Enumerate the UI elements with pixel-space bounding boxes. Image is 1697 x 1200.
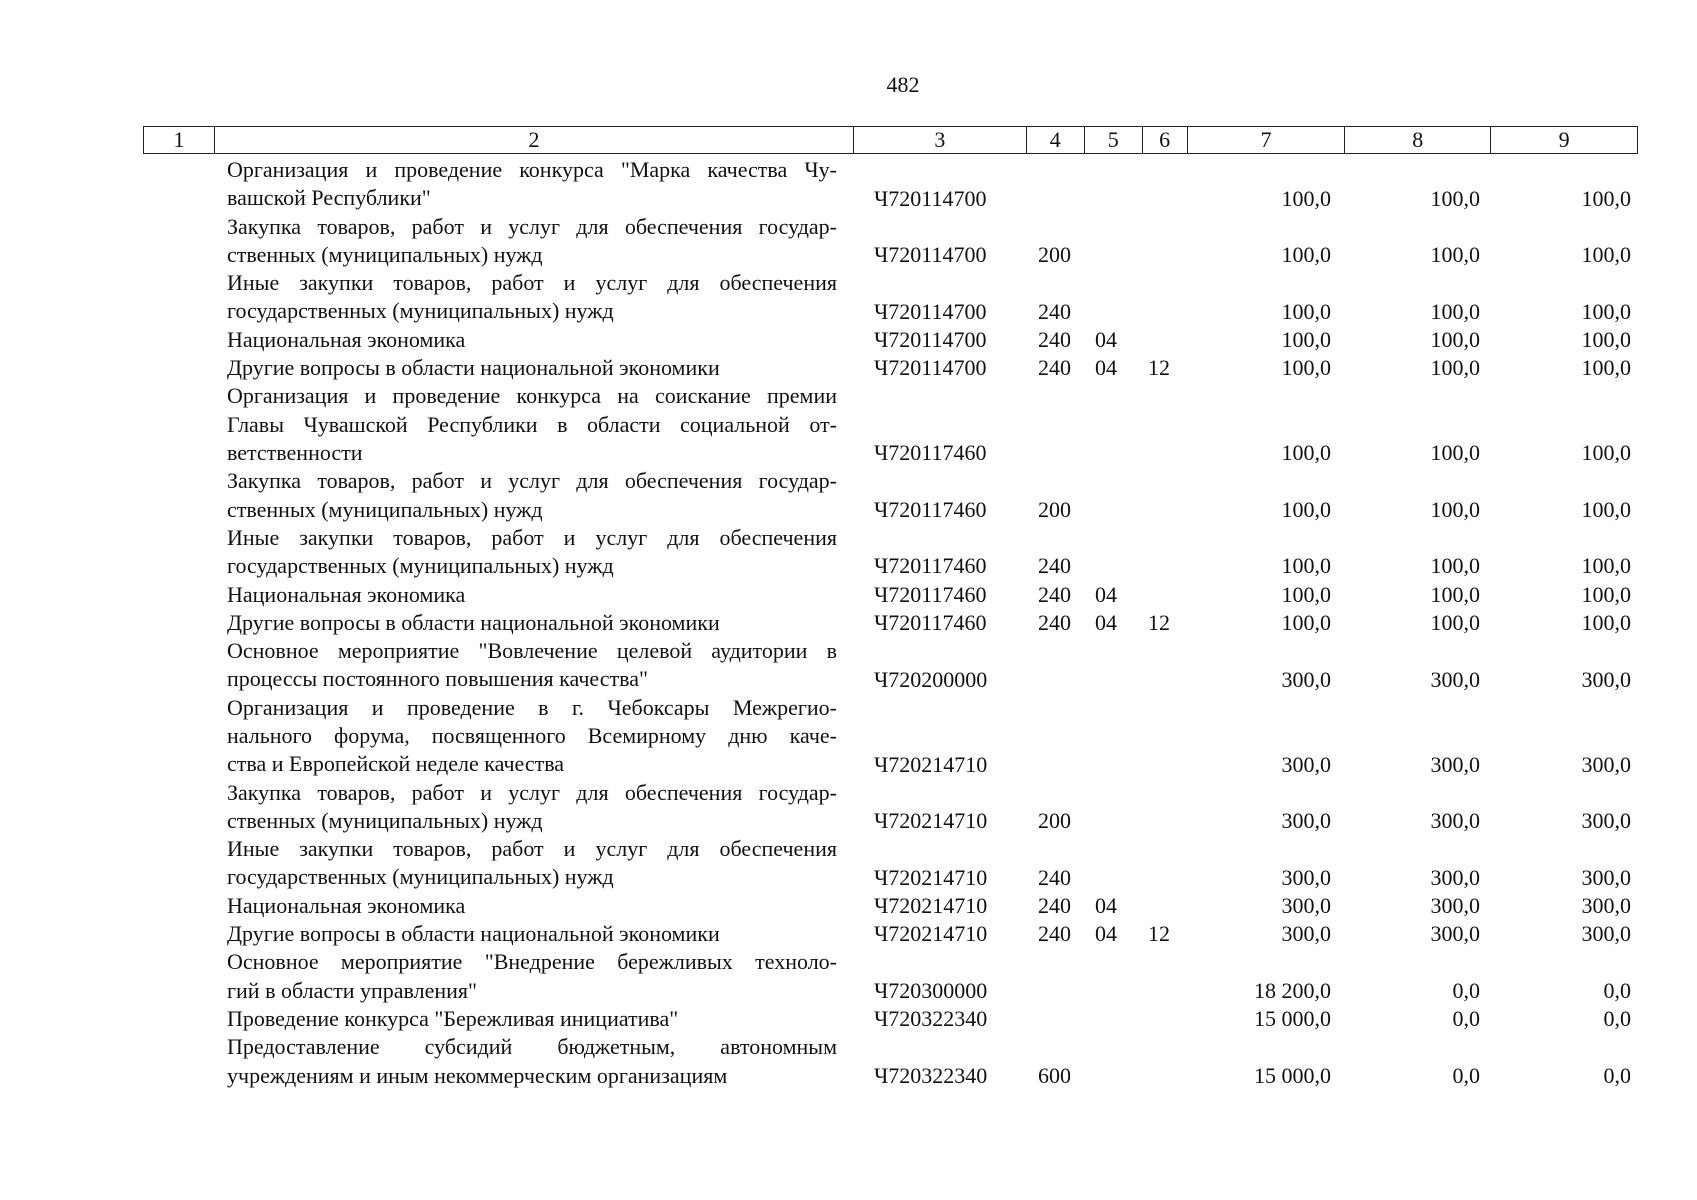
row-description: [227, 920, 837, 948]
table-row: [0, 213, 1697, 270]
description-line: Организация и проведение в г. Чебоксары Межрегио-: [227, 694, 837, 720]
row-code: Ч720214710: [874, 808, 988, 834]
row-col-7: 100,0: [1281, 298, 1331, 324]
description-line: Основное мероприятие "Внедрение бережливых техноло-: [227, 949, 837, 975]
row-col-4: 240: [1038, 355, 1071, 381]
table-row: [0, 581, 1697, 609]
row-col-8: 100,0: [1430, 581, 1480, 607]
description-line: Национальная экономика: [227, 581, 466, 607]
row-code: Ч720114700: [874, 298, 987, 324]
row-col-9: 100,0: [1581, 327, 1631, 353]
row-description: [227, 524, 837, 581]
header-cell-9: 9: [1558, 127, 1570, 152]
header-cell-1: 1: [144, 127, 215, 153]
row-col-8: 300,0: [1430, 864, 1480, 890]
row-code: Ч720117460: [874, 610, 987, 636]
row-col-9: 0,0: [1603, 1006, 1631, 1032]
row-col-9: 300,0: [1581, 666, 1631, 692]
header-cell-3: 3: [854, 127, 1027, 153]
row-col-7: 100,0: [1281, 496, 1331, 522]
row-col-9: 100,0: [1581, 553, 1631, 579]
row-col-7: 100,0: [1281, 553, 1331, 579]
row-col-7: 300,0: [1281, 666, 1331, 692]
header-cell-5: 5: [1085, 127, 1143, 153]
row-col-4: 240: [1038, 921, 1071, 947]
row-col-4: 600: [1038, 1062, 1071, 1088]
row-description: [227, 609, 837, 637]
table-row: [0, 1005, 1697, 1033]
row-code: Ч720114700: [874, 185, 987, 211]
row-col-7: 100,0: [1281, 355, 1331, 381]
table-row: [0, 779, 1697, 836]
description-line: Главы Чувашской Республики в области социальной от-: [227, 411, 837, 437]
row-col-9: 300,0: [1581, 751, 1631, 777]
description-line: государственных (муниципальных) нужд: [227, 864, 614, 890]
row-col-5: 04: [1095, 610, 1117, 636]
row-col-7: 100,0: [1281, 440, 1331, 466]
description-line: Основное мероприятие "Вовлечение целевой аудитории в: [227, 638, 837, 664]
row-col-8: 300,0: [1430, 921, 1480, 947]
row-col-7: 300,0: [1281, 751, 1331, 777]
row-code: Ч720214710: [874, 864, 988, 890]
row-col-9: 100,0: [1581, 581, 1631, 607]
row-code: Ч720214710: [874, 921, 988, 947]
table-row: [0, 269, 1697, 326]
row-col-8: 300,0: [1430, 808, 1480, 834]
row-col-7: 100,0: [1281, 327, 1331, 353]
row-col-7: 300,0: [1281, 808, 1331, 834]
table-row: [0, 156, 1697, 213]
row-description: [227, 1033, 837, 1090]
description-line: Другие вопросы в области национальной экономики: [227, 355, 720, 381]
row-code: Ч720117460: [874, 496, 987, 522]
description-line: ственных (муниципальных) нужд: [227, 496, 543, 522]
row-col-5: 04: [1095, 355, 1117, 381]
row-description: [227, 213, 837, 270]
row-col-5: 04: [1095, 921, 1117, 947]
row-description: [227, 326, 837, 354]
description-line: Иные закупки товаров, работ и услуг для обеспечения: [227, 524, 837, 550]
description-line: гий в области управления": [227, 977, 478, 1003]
description-line: вашской Республики": [227, 185, 431, 211]
header-cell-6: 6: [1143, 127, 1188, 153]
row-col-4: 200: [1038, 808, 1071, 834]
row-col-9: 100,0: [1581, 610, 1631, 636]
description-line: Организация и проведение конкурса на соискание премии: [227, 383, 837, 409]
description-line: Другие вопросы в области национальной экономики: [227, 609, 720, 635]
row-code: Ч720117460: [874, 581, 987, 607]
row-col-9: 300,0: [1581, 893, 1631, 919]
row-col-6: 12: [1148, 610, 1170, 636]
row-col-4: 240: [1038, 553, 1071, 579]
description-line: Организация и проведение конкурса "Марка качества Чу-: [227, 157, 837, 182]
row-col-7: 300,0: [1281, 921, 1331, 947]
row-col-8: 300,0: [1430, 893, 1480, 919]
row-col-6: 12: [1148, 921, 1170, 947]
row-code: Ч720200000: [874, 666, 988, 692]
row-col-9: 300,0: [1581, 921, 1631, 947]
row-description: [227, 694, 837, 779]
row-col-7: 100,0: [1281, 581, 1331, 607]
table-row: [0, 382, 1697, 467]
row-code: Ч720114700: [874, 242, 987, 268]
row-description: [227, 467, 837, 524]
table-row: [0, 467, 1697, 524]
description-line: государственных (муниципальных) нужд: [227, 553, 614, 579]
row-code: Ч720214710: [874, 751, 988, 777]
description-line: процессы постоянного повышения качества": [227, 666, 648, 692]
description-line: ства и Европейской неделе качества: [227, 751, 565, 777]
row-code: Ч720300000: [874, 977, 988, 1003]
row-col-9: 0,0: [1603, 977, 1631, 1003]
row-description: [227, 779, 837, 836]
row-col-9: 100,0: [1581, 242, 1631, 268]
table-row: [0, 524, 1697, 581]
row-col-7: 300,0: [1281, 864, 1331, 890]
row-col-4: 240: [1038, 327, 1071, 353]
row-col-4: 240: [1038, 864, 1071, 890]
description-line: нального форума, посвященного Всемирному дню каче-: [227, 722, 837, 748]
row-code: Ч720114700: [874, 327, 987, 353]
row-col-4: 200: [1038, 242, 1071, 268]
row-code: Ч720322340: [874, 1062, 988, 1088]
row-col-8: 100,0: [1430, 242, 1480, 268]
row-description: [227, 354, 837, 382]
row-col-5: 04: [1095, 581, 1117, 607]
row-col-7: 18 200,0: [1254, 977, 1331, 1003]
header-cell-7: 7: [1188, 127, 1346, 153]
description-line: Национальная экономика: [227, 326, 466, 352]
row-col-8: 0,0: [1452, 977, 1480, 1003]
row-col-9: 100,0: [1581, 496, 1631, 522]
table-row: [0, 892, 1697, 920]
row-col-9: 300,0: [1581, 808, 1631, 834]
row-col-7: 100,0: [1281, 242, 1331, 268]
page-number: 482: [886, 72, 920, 97]
row-col-7: 300,0: [1281, 893, 1331, 919]
row-col-8: 100,0: [1430, 553, 1480, 579]
table-row: [0, 694, 1697, 779]
table-row: [0, 948, 1697, 1005]
row-col-9: 100,0: [1581, 298, 1631, 324]
row-code: Ч720114700: [874, 355, 987, 381]
description-line: Закупка товаров, работ и услуг для обеспечения государ-: [227, 779, 837, 805]
description-line: ственных (муниципальных) нужд: [227, 241, 543, 267]
description-line: Предоставление субсидий бюджетным, автономным: [227, 1034, 837, 1060]
row-col-8: 100,0: [1430, 496, 1480, 522]
row-col-8: 300,0: [1430, 666, 1480, 692]
row-col-6: 12: [1148, 355, 1170, 381]
row-description: [227, 581, 837, 609]
table-row: [0, 835, 1697, 892]
row-col-8: 100,0: [1430, 610, 1480, 636]
row-col-4: 240: [1038, 893, 1071, 919]
row-description: [227, 948, 837, 1005]
row-col-7: 100,0: [1281, 185, 1331, 211]
row-description: [227, 1005, 837, 1033]
row-code: Ч720117460: [874, 553, 987, 579]
row-col-7: 15 000,0: [1254, 1006, 1331, 1032]
table-row: [0, 326, 1697, 354]
row-code: Ч720117460: [874, 440, 987, 466]
row-col-9: 100,0: [1581, 440, 1631, 466]
row-col-8: 100,0: [1430, 185, 1480, 211]
description-line: Закупка товаров, работ и услуг для обеспечения государ-: [227, 468, 837, 494]
row-col-9: 100,0: [1581, 355, 1631, 381]
row-col-7: 15 000,0: [1254, 1062, 1331, 1088]
table-header: [143, 126, 1638, 154]
description-line: Закупка товаров, работ и услуг для обеспечения государ-: [227, 213, 837, 239]
table-row: [0, 354, 1697, 382]
row-description: [227, 835, 837, 892]
row-description: [227, 156, 837, 213]
row-col-8: 100,0: [1430, 327, 1480, 353]
row-code: Ч720322340: [874, 1006, 988, 1032]
row-col-5: 04: [1095, 893, 1117, 919]
row-description: [227, 892, 837, 920]
row-description: [227, 269, 837, 326]
row-col-5: 04: [1095, 327, 1117, 353]
row-col-8: 100,0: [1430, 298, 1480, 324]
row-col-9: 300,0: [1581, 864, 1631, 890]
description-line: Другие вопросы в области национальной экономики: [227, 921, 720, 947]
table-row: [0, 609, 1697, 637]
table-row: [0, 637, 1697, 694]
row-col-8: 300,0: [1430, 751, 1480, 777]
row-col-8: 100,0: [1430, 440, 1480, 466]
row-description: [227, 637, 837, 694]
description-line: Иные закупки товаров, работ и услуг для обеспечения: [227, 270, 837, 296]
description-line: учреждениям и иным некоммерческим организациям: [227, 1062, 728, 1088]
table-row: [0, 1033, 1697, 1090]
row-col-9: 100,0: [1581, 185, 1631, 211]
row-description: [227, 382, 837, 467]
row-col-8: 0,0: [1452, 1006, 1480, 1032]
table-row: [0, 920, 1697, 948]
row-col-4: 240: [1038, 610, 1071, 636]
row-col-9: 0,0: [1603, 1062, 1631, 1088]
description-line: Иные закупки товаров, работ и услуг для обеспечения: [227, 836, 837, 862]
row-col-8: 100,0: [1430, 355, 1480, 381]
header-cell-8: 8: [1345, 127, 1491, 153]
row-col-4: 240: [1038, 298, 1071, 324]
row-col-4: 240: [1038, 581, 1071, 607]
description-line: ветственности: [227, 439, 363, 465]
row-code: Ч720214710: [874, 893, 988, 919]
header-cell-2: 2: [215, 127, 854, 153]
row-col-4: 200: [1038, 496, 1071, 522]
row-col-8: 0,0: [1452, 1062, 1480, 1088]
description-line: государственных (муниципальных) нужд: [227, 298, 614, 324]
header-cell-4: 4: [1027, 127, 1085, 153]
description-line: Национальная экономика: [227, 892, 466, 918]
row-col-7: 100,0: [1281, 610, 1331, 636]
description-line: ственных (муниципальных) нужд: [227, 807, 543, 833]
description-line: Проведение конкурса "Бережливая инициатива": [227, 1006, 679, 1031]
